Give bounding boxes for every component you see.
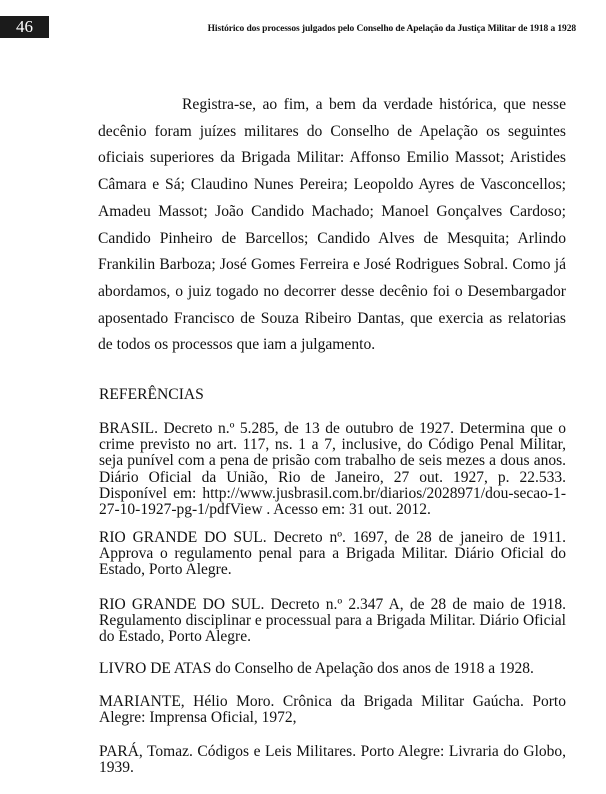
reference-item: RIO GRANDE DO SUL. Decreto n.º 2.347 A, de 28 de maio de 1918. Regulamento disciplinar e processual para a Brigada Militar. Diário Oficial do Estado, Porto Alegre.: [99, 596, 566, 646]
references-heading: REFERÊNCIAS: [99, 386, 204, 403]
running-header: Histórico dos processos julgados pelo Conselho de Apelação da Justiça Militar de 1918 a 1928: [207, 24, 576, 34]
reference-item: RIO GRANDE DO SUL. Decreto nº. 1697, de 28 de janeiro de 1911. Approva o regulamento penal para a Brigada Militar. Diário Oficial do Estado, Porto Alegre.: [99, 529, 566, 579]
reference-url: http://www.jusbrasil.com.br/diarios/2028971/dou-secao-1-27-10-1927-pg-1/pdfView: [99, 484, 566, 519]
reference-text: BRASIL. Decreto n.º 5.285, de 13 de outubro de 1927. Determina que o crime previsto no art. 117, ns. 1 a 7, inclusive, do Código Penal Militar, seja punível com a pena de prisão com trabalho de seis mezes a dous anos. Diário Oficial da União, Rio de Janeiro, 27 out. 1927, p. 22.533. Disponível em:: [99, 420, 566, 502]
reference-item: LIVRO DE ATAS do Conselho de Apelação dos anos de 1918 a 1928.: [99, 660, 534, 677]
reference-access-date: . Acesso em: 31 out. 2012.: [262, 501, 431, 519]
reference-item: [99, 421, 566, 518]
reference-item: PARÁ, Tomaz. Códigos e Leis Militares. Porto Alegre: Livraria do Globo, 1939.: [99, 743, 566, 777]
reference-item: MARIANTE, Hélio Moro. Crônica da Brigada Militar Gaúcha. Porto Alegre: Imprensa Oficial, 1972,: [99, 693, 566, 727]
page-number: 46: [0, 16, 49, 38]
body-paragraph: [98, 92, 566, 359]
body-paragraph-text: Registra-se, ao fim, a bem da verdade histórica, que nesse decênio foram juízes militares do Conselho de Apelação os seguintes oficiais superiores da Brigada Militar: Affonso Emilio Massot; Aristides Câmara e Sá; Claudino Nunes Pereira; Leopoldo Ayres de Vasconcellos; Amadeu Massot; João Candido Machado; Manoel Gonçalves Cardoso; Candido Pinheiro de Barcellos; Candido Alves de Mesquita; Arlindo Frankilin Barboza; José Gomes Ferreira e José Rodrigues Sobral. Como já abordamos, o juiz togado no decorrer desse decênio foi o Desembargador aposentado Francisco de Souza Ribeiro Dantas, que exercia as relatorias de todos os processos que iam a julgamento.: [98, 96, 566, 354]
